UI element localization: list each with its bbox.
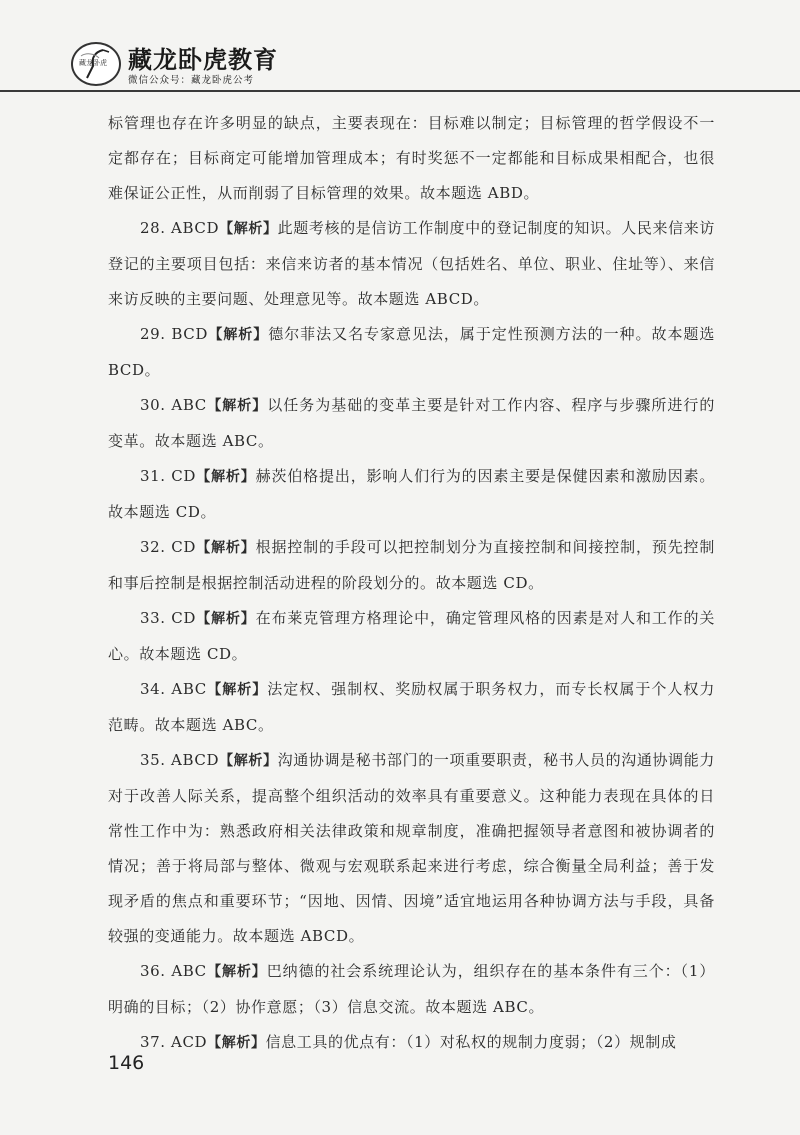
answer-text: 在布莱克管理方格理论中，确定管理风格的因素是对人和工作的关心。故本题选 CD。 bbox=[108, 609, 716, 663]
answer-text: 沟通协调是秘书部门的一项重要职责，秘书人员的沟通协调能力对于改善人际关系，提高整个组织活动的效率具有重要意义。这种能力表现在具体的日常性工作中为：熟悉政府相关法律政策和规章制度，准确把握领导者意图和被协调者的情况；善于将局部与整体、微观与宏观联系起来进行考虑，综合衡量全局利益；善于发现矛盾的焦点和重要环节；“因地、因情、因境”适宜地运用各种协调方法与手段，具备较强的变通能力。故本题选 ABCD。 bbox=[108, 751, 716, 945]
analysis-tag: 【解析】 bbox=[195, 469, 256, 485]
page-header bbox=[0, 0, 800, 92]
brand-title: 藏龙卧虎教育 bbox=[128, 46, 278, 74]
header-divider bbox=[0, 90, 800, 92]
answer-text: 以任务为基础的变革主要是针对工作内容、程序与步骤所进行的变革。故本题选 ABC。 bbox=[108, 396, 715, 450]
analysis-tag: 【解析】 bbox=[206, 398, 268, 414]
paragraph-continuation bbox=[108, 106, 715, 211]
answer-text: 德尔菲法又名专家意见法，属于定性预测方法的一种。故本题选 BCD。 bbox=[108, 325, 715, 379]
answer-32 bbox=[108, 530, 715, 601]
answer-35 bbox=[108, 743, 715, 954]
page-number: 146 bbox=[108, 1052, 145, 1074]
answer-number: 29. BCD bbox=[140, 325, 208, 343]
answer-31 bbox=[108, 459, 715, 530]
answer-number: 32. CD bbox=[140, 538, 196, 556]
analysis-tag: 【解析】 bbox=[219, 753, 278, 769]
answer-text: 此题考核的是信访工作制度中的登记制度的知识。人民来信来访登记的主要项目包括：来信来访者的基本情况（包括姓名、单位、职业、住址等）、来信来访反映的主要问题、处理意见等。故本题选 ABCD。 bbox=[108, 219, 716, 308]
answer-number: 36. ABC bbox=[140, 962, 207, 980]
answer-36 bbox=[108, 954, 715, 1025]
analysis-tag: 【解析】 bbox=[207, 1035, 266, 1051]
analysis-tag: 【解析】 bbox=[195, 540, 256, 556]
analysis-tag: 【解析】 bbox=[208, 327, 269, 343]
logo-text: 藏龙卧虎 bbox=[79, 59, 107, 67]
answer-text: 信息工具的优点有：（1）对私权的规制力度弱；（2）规制成 bbox=[265, 1033, 677, 1051]
analysis-tag: 【解析】 bbox=[195, 611, 256, 627]
analysis-tag: 【解析】 bbox=[206, 964, 267, 980]
answer-number: 37. ACD bbox=[140, 1033, 208, 1051]
analysis-tag: 【解析】 bbox=[206, 682, 268, 698]
logo bbox=[71, 42, 121, 86]
answer-37 bbox=[108, 1025, 715, 1061]
answer-29 bbox=[108, 317, 715, 388]
analysis-tag: 【解析】 bbox=[219, 221, 278, 237]
answer-text: 巴纳德的社会系统理论认为，组织存在的基本条件有三个：（1）明确的目标；（2）协作意愿；（3）信息交流。故本题选 ABC。 bbox=[108, 962, 715, 1016]
answer-34 bbox=[108, 672, 715, 743]
answer-text: 根据控制的手段可以把控制划分为直接控制和间接控制，预先控制和事后控制是根据控制活动进程的阶段划分的。故本题选 CD。 bbox=[108, 538, 716, 592]
answer-number: 28. ABCD bbox=[140, 219, 220, 237]
answer-text: 法定权、强制权、奖励权属于职务权力，而专长权属于个人权力范畴。故本题选 ABC。 bbox=[108, 680, 715, 734]
answer-number: 31. CD bbox=[140, 467, 196, 485]
brand-subtitle: 微信公众号：藏龙卧虎公考 bbox=[128, 75, 255, 86]
answer-33 bbox=[108, 601, 715, 672]
paragraph-text: 标管理也存在许多明显的缺点，主要表现在：目标难以制定；目标管理的哲学假设不一定都存在；目标商定可能增加管理成本；有时奖惩不一定都能和目标成果相配合，也很难保证公正性，从而削弱了目标管理的效果。故本题选 ABD。 bbox=[108, 114, 715, 202]
answer-number: 33. CD bbox=[140, 609, 196, 627]
answer-number: 30. ABC bbox=[140, 396, 207, 414]
answer-text: 赫茨伯格提出，影响人们行为的因素主要是保健因素和激励因素。故本题选 CD。 bbox=[108, 467, 716, 521]
answer-number: 35. ABCD bbox=[140, 751, 220, 769]
answer-28 bbox=[108, 211, 715, 317]
answer-30 bbox=[108, 388, 715, 459]
answer-content bbox=[108, 106, 715, 1061]
answer-number: 34. ABC bbox=[140, 680, 207, 698]
